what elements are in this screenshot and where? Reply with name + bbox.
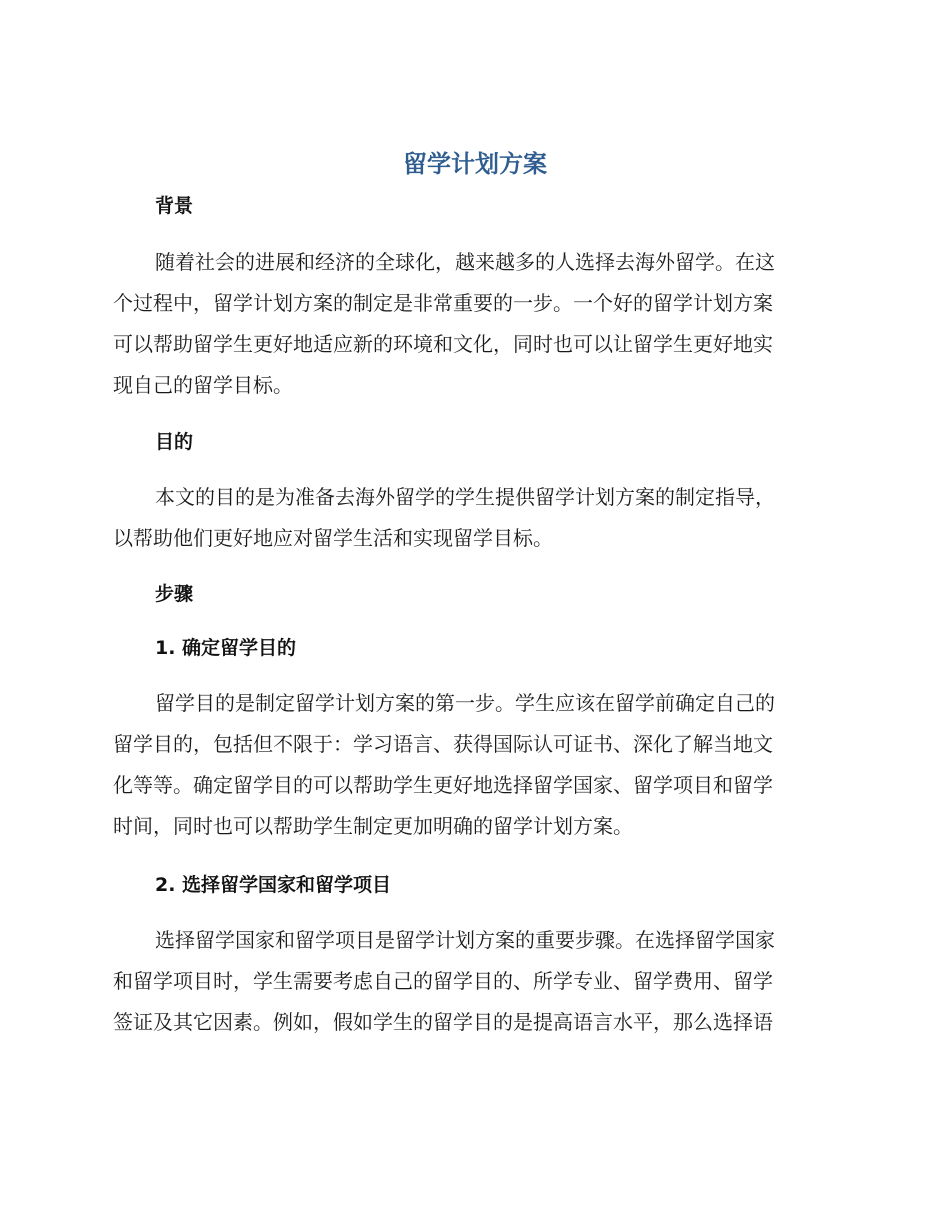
section-heading-background: 背景: [155, 195, 194, 217]
paragraph-purpose: [113, 477, 833, 559]
paragraph-background: [113, 242, 833, 406]
step-heading-1: 1. 确定留学目的: [155, 637, 297, 659]
paragraph-line: 随着社会的进展和经济的全球化，越来越多的人选择去海外留学。在这: [155, 250, 775, 274]
paragraph-line: 和留学项目时，学生需要考虑自己的留学目的、所学专业、留学费用、留学: [113, 969, 773, 993]
paragraph-line: 留学目的是制定留学计划方案的第一步。学生应该在留学前确定自己的: [155, 691, 775, 715]
paragraph-line: 化等等。确定留学目的可以帮助学生更好地选择留学国家、留学项目和留学: [113, 773, 773, 797]
paragraph-line: 现自己的留学目标。: [113, 373, 293, 397]
paragraph-line: 以帮助他们更好地应对留学生活和实现留学目标。: [113, 526, 553, 550]
paragraph-line: 留学目的，包括但不限于：学习语言、获得国际认可证书、深化了解当地文: [113, 732, 773, 756]
paragraph-line: 时间，同时也可以帮助学生制定更加明确的留学计划方案。: [113, 814, 633, 838]
paragraph-line: 选择留学国家和留学项目是留学计划方案的重要步骤。在选择留学国家: [155, 928, 775, 952]
section-heading-purpose: 目的: [155, 431, 194, 453]
step-heading-2: 2. 选择留学国家和留学项目: [155, 874, 392, 896]
section-heading-steps: 步骤: [155, 583, 194, 605]
paragraph-line: 个过程中，留学计划方案的制定是非常重要的一步。一个好的留学计划方案: [113, 291, 773, 315]
paragraph-line: 可以帮助留学生更好地适应新的环境和文化，同时也可以让留学生更好地实: [113, 332, 773, 356]
paragraph-step-1: [113, 683, 833, 847]
paragraph-line: 签证及其它因素。例如，假如学生的留学目的是提高语言水平，那么选择语: [113, 1010, 773, 1034]
document-title: 留学计划方案: [403, 150, 547, 178]
paragraph-line: 本文的目的是为准备去海外留学的学生提供留学计划方案的制定指导，: [155, 485, 775, 509]
paragraph-step-2: [113, 920, 833, 1043]
